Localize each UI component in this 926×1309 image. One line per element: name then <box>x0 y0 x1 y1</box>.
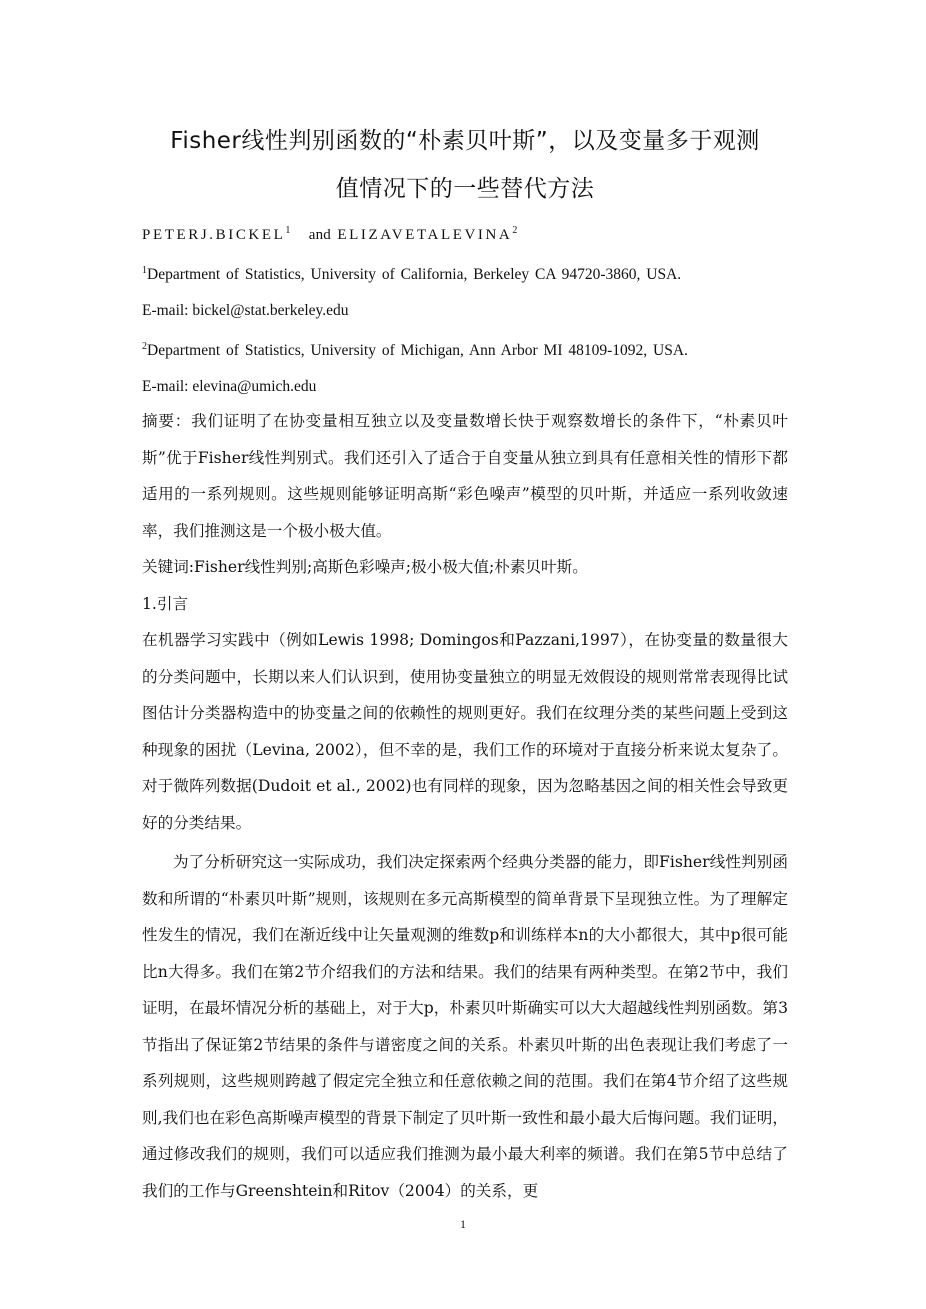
author-affiliation-mark: 2 <box>512 225 518 236</box>
email-1: E-mail: bickel@stat.berkeley.edu <box>142 302 349 320</box>
author-list <box>142 221 788 245</box>
affiliation-2 <box>142 337 788 361</box>
page-number: 1 <box>460 1217 466 1231</box>
affiliation-1 <box>142 261 788 285</box>
affiliation-text: Department of Statistics, University of California, Berkeley CA 94720-3860, USA. <box>147 266 682 284</box>
affiliation-mark: 1 <box>142 265 147 276</box>
affiliation-text: Department of Statistics, University of Michigan, Ann Arbor MI 48109-1092, USA. <box>147 342 688 360</box>
body-paragraph-2: 为了分析研究这一实际成功，我们决定探索两个经典分类器的能力，即Fisher线性判别函数和所谓的“朴素贝叶斯”规则，该规则在多元高斯模型的简单背景下呈现独立性。为了理解定性发生的情况，我们在渐近线中让矢量观测的维数p和训练样本n的大小都很大，其中p很可能比n大得多。我们在第2节介绍我们的方法和结果。我们的结果有两种类型。在第2节中，我们证明，在最坏情况分析的基础上，对于大p，朴素贝叶斯确实可以大大超越线性判别函数。第3节指出了保证第2节结果的条件与谱密度之间的关系。朴素贝叶斯的出色表现让我们考虑了一系列规则，这些规则跨越了假定完全独立和任意依赖之间的范围。我们在第4节介绍了这些规则,我们也在彩色高斯噪声模型的背景下制定了贝叶斯一致性和最小最大后悔问题。我们证明，通过修改我们的规则，我们可以适应我们推测为最小最大利率的频谱。我们在第5节中总结了我们的工作与Greenshtein和Ritov（2004）的关系，更 <box>142 853 788 1200</box>
paper-title <box>142 117 788 213</box>
title-line-1: Fisher线性判别函数的“朴素贝叶斯”，以及变量多于观测 <box>170 128 760 154</box>
author-name: PETERJ.BICKEL <box>142 227 286 243</box>
title-line-2: 值情况下的一些替代方法 <box>335 176 595 202</box>
abstract: 摘要：我们证明了在协变量相互独立以及变量数增长快于观察数增长的条件下，“朴素贝叶斯”优于Fisher线性判别式。我们还引入了适合于自变量从独立到具有任意相关性的情形下都适用的一系列规则。这些规则能够证明高斯“彩色噪声”模型的贝叶斯，并适应一系列收敛速率，我们推测这是一个极小极大值。 <box>142 412 788 540</box>
keywords: 关键词:Fisher线性判别;高斯色彩噪声;极小极大值;朴素贝叶斯。 <box>142 558 588 577</box>
author-conjunction: and <box>308 227 332 243</box>
author-affiliation-mark: 1 <box>285 225 291 236</box>
paper-page <box>142 0 788 1209</box>
email-2: E-mail: elevina@umich.edu <box>142 378 317 396</box>
section-heading: 1.引言 <box>142 594 189 613</box>
author-name: ELIZAVETALEVINA <box>337 227 513 243</box>
affiliation-mark: 2 <box>142 341 147 353</box>
body-paragraph-1: 在机器学习实践中（例如Lewis 1998; Domingos和Pazzani,1997），在协变量的数量很大的分类问题中，长期以来人们认识到，使用协变量独立的明显无效假设的规则常常表现得比试图估计分类器构造中的协变量之间的依赖性的规则更好。我们在纹理分类的某些问题上受到这种现象的困扰（Levina, 2002），但不幸的是，我们工作的环境对于直接分析来说太复杂了。对于微阵列数据(Dudoit et al., 2002)也有同样的现象，因为忽略基因之间的相关性会导致更好的分类结果。 <box>142 631 788 832</box>
